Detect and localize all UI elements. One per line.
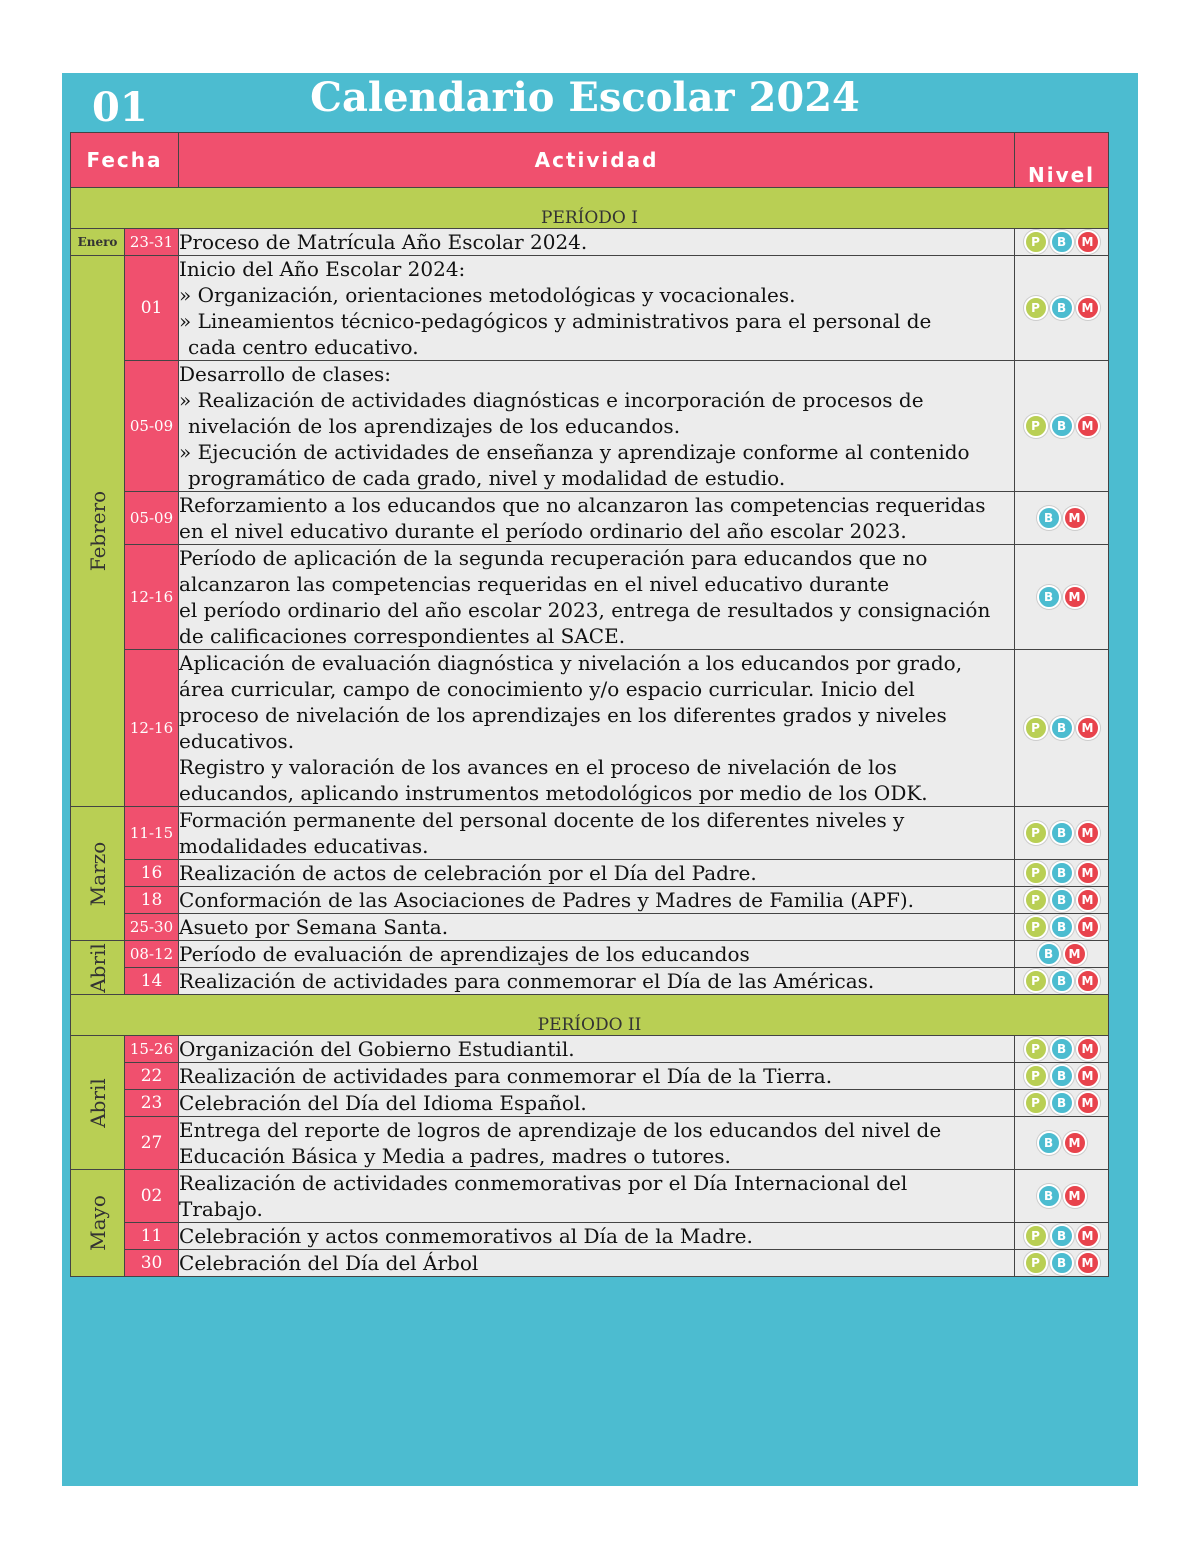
date-cell: 16 [125,860,179,887]
nivel-cell [1015,1090,1109,1117]
activity-line: » Organización, orientaciones metodológicas y vocacionales. [179,283,796,307]
month-label: Febrero [85,490,110,572]
level-b-icon: B [1050,1037,1074,1061]
nivel-cell [1015,361,1109,492]
header-nivel: Nivel [1015,133,1109,188]
nivel-cell [1015,941,1109,968]
level-m-icon: M [1063,1131,1087,1155]
table-header-row [71,133,1109,188]
date-cell: 23-31 [125,229,179,256]
activity-line: nivelación de los aprendizajes de los educandos. [188,414,681,438]
level-p-icon: P [1024,1224,1048,1248]
date-cell: 25-30 [125,914,179,941]
level-b-icon: B [1050,888,1074,912]
table-row [71,1250,1109,1277]
level-b-icon: B [1050,1251,1074,1275]
month-label: Enero [77,235,118,249]
nivel-cell [1015,1223,1109,1250]
activity-cell [179,887,1015,914]
calendar-body [71,188,1109,1277]
date-cell: 02 [125,1170,179,1223]
activity-cell [179,941,1015,968]
nivel-cell [1015,1170,1109,1223]
level-p-icon: P [1024,230,1048,254]
level-b-icon: B [1037,585,1061,609]
activity-line: Proceso de Matrícula Año Escolar 2024. [179,230,588,254]
date-cell: 11 [125,1223,179,1250]
activity-cell [179,492,1015,545]
table-row [71,807,1109,860]
table-row [71,256,1109,361]
activity-cell [179,914,1015,941]
nivel-cell [1015,807,1109,860]
level-p-icon: P [1024,969,1048,993]
level-p-icon: P [1024,861,1048,885]
activity-cell [179,1223,1015,1250]
month-cell [71,256,125,807]
nivel-cell [1015,1036,1109,1063]
month-cell [71,229,125,256]
activity-line: » Realización de actividades diagnósticas e incorporación de procesos de [179,388,924,412]
date-cell: 15-26 [125,1036,179,1063]
nivel-cell [1015,492,1109,545]
activity-line: Realización de actividades para conmemorar el Día de las Américas. [179,969,875,993]
activity-line: » Lineamientos técnico-pedagógicos y administrativos para el personal de [179,309,932,333]
table-row [71,361,1109,492]
date-cell: 18 [125,887,179,914]
table-row [71,914,1109,941]
activity-cell [179,229,1015,256]
level-b-icon: B [1050,861,1074,885]
date-cell: 14 [125,968,179,995]
activity-cell [179,1250,1015,1277]
activity-line: en el nivel educativo durante el período ordinario del año escolar 2023. [179,519,907,543]
level-m-icon: M [1076,1251,1100,1275]
activity-cell [179,1090,1015,1117]
level-b-icon: B [1050,230,1074,254]
activity-cell [179,807,1015,860]
activity-line: Realización de actividades conmemorativas por el Día Internacional del [179,1171,908,1195]
activity-line: cada centro educativo. [188,335,419,359]
activity-line: educativos. [179,729,295,753]
date-cell: 27 [125,1117,179,1170]
activity-line: Celebración del Día del Árbol [179,1251,479,1275]
level-m-icon: M [1076,1091,1100,1115]
level-b-icon: B [1050,821,1074,845]
nivel-cell [1015,1250,1109,1277]
activity-cell [179,1117,1015,1170]
level-m-icon: M [1076,915,1100,939]
table-row [71,1036,1109,1063]
activity-cell [179,650,1015,807]
table-row [71,1063,1109,1090]
activity-line: educandos, aplicando instrumentos metodológicos por medio de los ODK. [179,781,928,805]
activity-line: Formación permanente del personal docente de los diferentes niveles y [179,808,905,832]
date-cell: 01 [125,256,179,361]
level-p-icon: P [1024,296,1048,320]
level-b-icon: B [1050,1224,1074,1248]
activity-line: Reforzamiento a los educandos que no alcanzaron las competencias requeridas [179,493,986,517]
level-m-icon: M [1076,1064,1100,1088]
level-m-icon: M [1063,1184,1087,1208]
month-cell [71,1170,125,1277]
nivel-cell [1015,1063,1109,1090]
activity-line: Aplicación de evaluación diagnóstica y nivelación a los educandos por grado, [179,651,963,675]
level-p-icon: P [1024,1251,1048,1275]
level-m-icon: M [1063,942,1087,966]
table-row [71,1117,1109,1170]
level-b-icon: B [1050,716,1074,740]
activity-line: de calificaciones correspondientes al SACE. [179,624,626,648]
level-p-icon: P [1024,716,1048,740]
level-b-icon: B [1037,942,1061,966]
level-m-icon: M [1076,861,1100,885]
activity-line: Desarrollo de clases: [179,362,392,386]
table-row [71,860,1109,887]
period-row [71,995,1109,1036]
level-b-icon: B [1037,1131,1061,1155]
activity-line: proceso de nivelación de los aprendizajes en los diferentes grados y niveles [179,703,947,727]
level-b-icon: B [1037,506,1061,530]
month-cell [71,941,125,995]
level-p-icon: P [1024,1037,1048,1061]
table-row [71,545,1109,650]
activity-line: Período de evaluación de aprendizajes de los educandos [179,942,750,966]
level-m-icon: M [1076,230,1100,254]
level-p-icon: P [1024,888,1048,912]
nivel-cell [1015,860,1109,887]
period-row [71,188,1109,229]
activity-cell [179,545,1015,650]
level-m-icon: M [1063,506,1087,530]
date-cell: 22 [125,1063,179,1090]
level-m-icon: M [1076,1037,1100,1061]
date-cell: 30 [125,1250,179,1277]
activity-line: Educación Básica y Media a padres, madres o tutores. [179,1144,731,1168]
level-m-icon: M [1076,888,1100,912]
month-label: Abril [85,942,110,993]
header-actividad: Actividad [179,133,1015,188]
level-b-icon: B [1050,1091,1074,1115]
nivel-cell [1015,968,1109,995]
activity-cell [179,968,1015,995]
table-row [71,941,1109,968]
date-cell: 12-16 [125,650,179,807]
nivel-cell [1015,914,1109,941]
period-label: PERÍODO II [71,995,1109,1036]
level-m-icon: M [1076,296,1100,320]
level-m-icon: M [1076,1224,1100,1248]
date-cell: 12-16 [125,545,179,650]
activity-line: Registro y valoración de los avances en el proceso de nivelación de los [179,755,897,779]
activity-line: Celebración del Día del Idioma Español. [179,1091,587,1115]
table-row [71,1170,1109,1223]
level-b-icon: B [1050,969,1074,993]
activity-line: Organización del Gobierno Estudiantil. [179,1037,575,1061]
period-label: PERÍODO I [71,188,1109,229]
table-row [71,229,1109,256]
level-m-icon: M [1076,969,1100,993]
month-label: Mayo [85,1195,110,1251]
activity-line: modalidades educativas. [179,834,429,858]
level-m-icon: M [1076,821,1100,845]
date-cell: 23 [125,1090,179,1117]
page-number: 01 [92,84,148,131]
activity-line: área curricular, campo de conocimiento y/o espacio curricular. Inicio del [179,677,915,701]
table-row [71,887,1109,914]
month-label: Abril [85,1077,110,1128]
activity-cell [179,1036,1015,1063]
activity-line: el período ordinario del año escolar 2023, entrega de resultados y consignación [179,598,991,622]
activity-line: Realización de actos de celebración por el Día del Padre. [179,861,757,885]
level-p-icon: P [1024,915,1048,939]
level-b-icon: B [1050,1064,1074,1088]
header-fecha: Fecha [71,133,179,188]
level-m-icon: M [1076,716,1100,740]
activity-line: alcanzaron las competencias requeridas en el nivel educativo durante [179,572,890,596]
nivel-cell [1015,229,1109,256]
table-row [71,1090,1109,1117]
date-cell: 05-09 [125,361,179,492]
activity-line: Celebración y actos conmemorativos al Día de la Madre. [179,1224,753,1248]
nivel-cell [1015,650,1109,807]
date-cell: 08-12 [125,941,179,968]
nivel-cell [1015,545,1109,650]
activity-cell [179,860,1015,887]
activity-line: Conformación de las Asociaciones de Padres y Madres de Familia (APF). [179,888,914,912]
activity-line: Entrega del reporte de logros de aprendizaje de los educandos del nivel de [179,1118,942,1142]
level-m-icon: M [1063,585,1087,609]
level-p-icon: P [1024,821,1048,845]
activity-line: Trabajo. [179,1197,263,1221]
level-b-icon: B [1050,296,1074,320]
level-p-icon: P [1024,1091,1048,1115]
activity-cell [179,1170,1015,1223]
table-row [71,968,1109,995]
activity-cell [179,256,1015,361]
level-p-icon: P [1024,1064,1048,1088]
month-cell [71,1036,125,1170]
level-m-icon: M [1076,414,1100,438]
nivel-cell [1015,256,1109,361]
date-cell: 11-15 [125,807,179,860]
page-title: Calendario Escolar 2024 [310,74,860,121]
calendar-table [70,132,1109,1277]
activity-line: » Ejecución de actividades de enseñanza y aprendizaje conforme al contenido [179,440,970,464]
table-row [71,492,1109,545]
month-label: Marzo [85,841,110,906]
activity-line: Inicio del Año Escolar 2024: [179,257,466,281]
month-cell [71,807,125,941]
activity-line: Realización de actividades para conmemorar el Día de la Tierra. [179,1064,833,1088]
activity-line: Período de aplicación de la segunda recuperación para educandos que no [179,546,928,570]
activity-line: Asueto por Semana Santa. [179,915,449,939]
date-cell: 05-09 [125,492,179,545]
nivel-cell [1015,1117,1109,1170]
nivel-cell [1015,887,1109,914]
level-b-icon: B [1037,1184,1061,1208]
level-p-icon: P [1024,414,1048,438]
table-row [71,650,1109,807]
level-b-icon: B [1050,915,1074,939]
level-b-icon: B [1050,414,1074,438]
activity-cell [179,1063,1015,1090]
activity-cell [179,361,1015,492]
activity-line: programático de cada grado, nivel y modalidad de estudio. [188,466,786,490]
table-row [71,1223,1109,1250]
